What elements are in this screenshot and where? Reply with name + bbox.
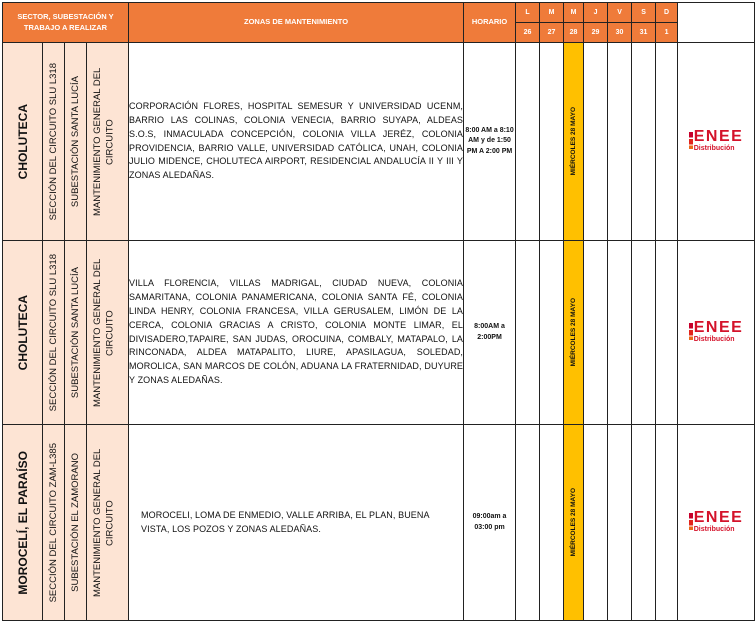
enee-logo-text: ENEE Distribución (693, 319, 744, 343)
sector-cell (3, 241, 43, 425)
table-row (3, 241, 755, 425)
sector-name: CHOLUTECA (15, 294, 30, 371)
day-cell (632, 43, 656, 241)
horario-header: HORARIO (464, 3, 516, 43)
day-date: 26 (516, 23, 540, 43)
day-cell (608, 425, 632, 621)
day-letter: M (540, 3, 564, 23)
day-cell (540, 425, 564, 621)
day-date: 1 (656, 23, 678, 43)
wednesday-highlight (564, 43, 584, 241)
day-letter: J (584, 3, 608, 23)
logo-cell (678, 43, 755, 241)
sector-cell (3, 425, 43, 621)
section-cell (43, 43, 65, 241)
maintenance-type: MANTENIMIENTO GENERAL DEL CIRCUITO (91, 448, 115, 597)
sector-cell (3, 43, 43, 241)
zones-text: MOROCELI, LOMA DE ENMEDIO, VALLE ARRIBA, EL PLAN, BUENA VISTA, LOS POZOS Y ZONAS ALEDAÑAS. (141, 509, 430, 534)
logo-cell (678, 425, 755, 621)
table-row (3, 43, 755, 241)
day-cell (540, 241, 564, 425)
day-cell (656, 241, 678, 425)
logo-cell (678, 241, 755, 425)
day-cell (540, 43, 564, 241)
day-date: 28 (564, 23, 584, 43)
substation-cell (65, 43, 87, 241)
day-date: 27 (540, 23, 564, 43)
maintenance-type: MANTENIMIENTO GENERAL DEL CIRCUITO (91, 258, 115, 407)
circuit-section: SECCIÓN DEL CIRCUITO SLU L318 (48, 62, 59, 221)
maintenance-cell (87, 43, 129, 241)
day-cell (632, 241, 656, 425)
enee-logo (689, 510, 744, 533)
day-cell (516, 241, 540, 425)
day-date: 30 (608, 23, 632, 43)
zones-text: VILLA FLORENCIA, VILLAS MADRIGAL, CIUDAD NUEVA, COLONIA SAMARITANA, COLONIA PANAMERICANA, COLONIA SANTA FÉ, COLONIA LINDA HENRY, COLONIA FRANCESA, VILLA GERUSALEM, LIMÓN DE LA CERCA, COLONIA GRACIAS A CRISTO, COLONIA MONTE LIMAR, EL DIVISADERO,TAPAIRE, SAN JUDAS, OROCUINA, COMBALY, MATAPALO, LA RINCONADA, ALDEA MATAPALITO, LIURE, APASILAGUA, SOLEDAD, MOROLICA, SAN MARCOS DE COLÓN, ADUANA LA FRATERNIDAD, DUYURE Y ZONAS ALEDAÑAS. (129, 277, 464, 386)
day-date: 31 (632, 23, 656, 43)
maintenance-type: MANTENIMIENTO GENERAL DEL CIRCUITO (91, 67, 115, 216)
day-cell (516, 425, 540, 621)
day-cell (584, 43, 608, 241)
day-cell (656, 43, 678, 241)
day-cell (656, 425, 678, 621)
substation-cell (65, 241, 87, 425)
wednesday-label: MIÉRCOLES 28 MAYO (570, 298, 578, 367)
day-cell (608, 241, 632, 425)
day-cell (584, 241, 608, 425)
day-letter: D (656, 3, 678, 23)
horario-cell: 09:00am a 03:00 pm (464, 425, 516, 621)
day-letter: L (516, 3, 540, 23)
day-letter: V (608, 3, 632, 23)
substation-cell (65, 425, 87, 621)
substation-name: SUBESTACIÓN EL ZAMORANO (70, 453, 81, 592)
horario-cell: 8:00 AM a 8:10 AM y de 1:50 PM A 2:00 PM (464, 43, 516, 241)
wednesday-highlight (564, 425, 584, 621)
sector-name: MOROCELÍ, EL PARAÍSO (15, 450, 30, 595)
day-letter: S (632, 3, 656, 23)
maintenance-cell (87, 241, 129, 425)
day-cell (516, 43, 540, 241)
enee-logo-mark-icon (689, 323, 693, 340)
sector-name: CHOLUTECA (15, 103, 30, 180)
zones-cell (129, 425, 464, 621)
circuit-section: SECCIÓN DEL CIRCUITO ZAM-L385 (48, 442, 59, 603)
table-row (3, 425, 755, 621)
enee-logo-mark-icon (689, 513, 693, 530)
day-date: 29 (584, 23, 608, 43)
substation-name: SUBESTACIÓN SANTA LUCÍA (70, 75, 81, 208)
day-letter: M (564, 3, 584, 23)
substation-name: SUBESTACIÓN SANTA LUCÍA (70, 266, 81, 399)
maintenance-schedule-table (2, 2, 755, 621)
day-cell (632, 425, 656, 621)
section-cell (43, 241, 65, 425)
wednesday-label: MIÉRCOLES 28 MAYO (570, 107, 578, 176)
maintenance-cell (87, 425, 129, 621)
wednesday-highlight (564, 241, 584, 425)
wednesday-label: MIÉRCOLES 28 MAYO (570, 488, 578, 557)
zones-cell (129, 241, 464, 425)
header-row-top (3, 3, 755, 23)
zones-text: CORPORACIÓN FLORES, HOSPITAL SEMESUR Y UNIVERSIDAD UCENM, BARRIO LAS COLINAS, COLONIA VENECIA, BARRIO SUYAPA, ALDEAS S.O.S, INMACULADA CONCEPCIÓN, COLONIA VILLA JERÉZ, COLONIA PROVIDENCIA, BARRIO VALLE, UNIVERSIDAD CATÓLICA, UNAH, COLONIA JULIO MIDENCE, CHOLUTECA AIRPORT, RESIDENCIAL ANDALUCÍA II Y III Y ZONAS ALEDAÑAS. (129, 100, 464, 181)
enee-logo (689, 320, 744, 343)
day-cell (608, 43, 632, 241)
enee-logo (689, 129, 744, 152)
horario-cell: 8:00AM a 2:00PM (464, 241, 516, 425)
sector-header: SECTOR, SUBESTACIÓN Y TRABAJO A REALIZAR (3, 3, 129, 43)
enee-logo-text: ENEE Distribución (693, 509, 744, 533)
enee-logo-mark-icon (689, 132, 693, 149)
enee-logo-text: ENEE Distribución (693, 128, 744, 152)
zones-cell (129, 43, 464, 241)
zonas-header: ZONAS DE MANTENIMIENTO (129, 3, 464, 43)
section-cell (43, 425, 65, 621)
circuit-section: SECCIÓN DEL CIRCUITO SLU L318 (48, 253, 59, 412)
logo-header (678, 3, 755, 43)
day-cell (584, 425, 608, 621)
